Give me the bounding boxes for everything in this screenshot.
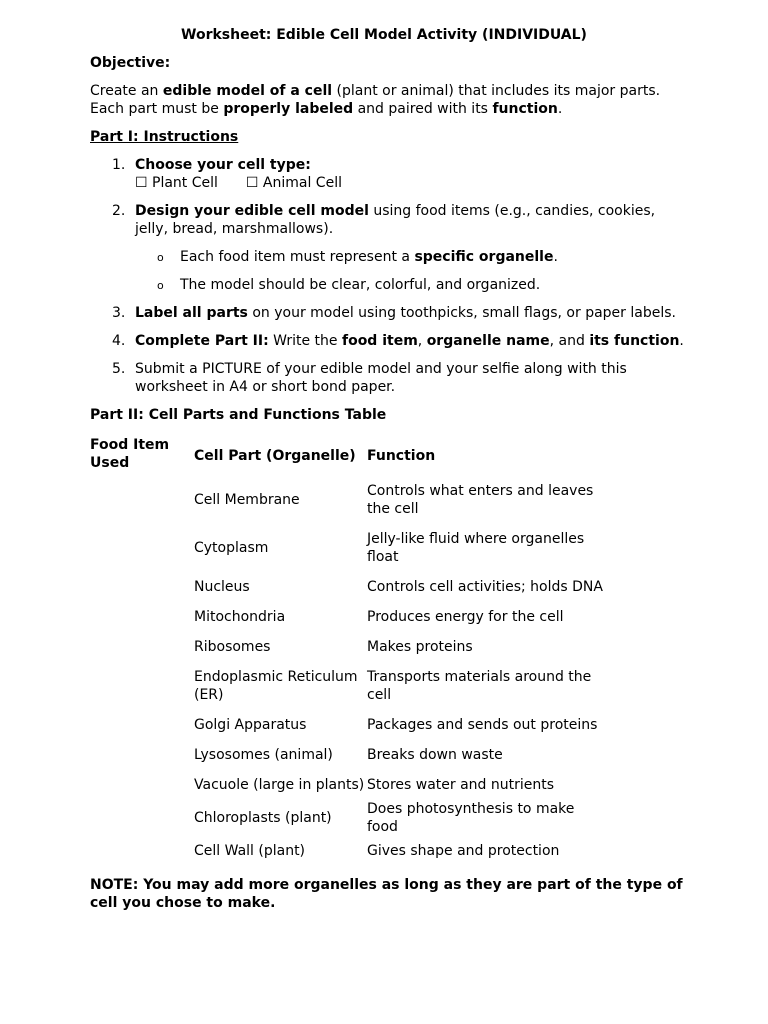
sub-item-text: The model should be clear, colorful, and organized. [180,277,541,293]
step-2-sublist [135,248,690,294]
instruction-step-5 [90,360,690,396]
sub-item [135,276,690,294]
note-text: NOTE: You may add more organelles as long as they are part of the type of cell you chose to make. [90,877,683,911]
function-cell: Produces energy for the cell [367,609,564,625]
table-row [90,662,607,710]
organelle-cell: Ribosomes [194,639,271,655]
food-item-cell[interactable] [90,476,194,524]
function-cell: Makes proteins [367,639,473,655]
sub-item [135,248,690,266]
table-header-row [90,434,607,476]
column-header-cell-part: Cell Part (Organelle) [194,448,356,464]
table-row [90,524,607,572]
step-4-text: . [679,333,684,349]
instructions-list [90,156,690,396]
step-1-bold: Choose your cell type: [135,157,311,173]
function-cell: Jelly-like fluid where organelles float [367,531,585,565]
step-5-text: Submit a PICTURE of your edible model and your selfie along with this worksheet in A4 or short bond paper. [135,361,627,395]
organelle-cell: Mitochondria [194,609,286,625]
step-2-bold: Design your edible cell model [135,203,369,219]
step-4-bold-food-item: food item [341,333,418,349]
step-4-bold: Complete Part II: [135,333,269,349]
step-4-bold-its-function: its function [589,333,680,349]
food-item-cell[interactable] [90,710,194,740]
column-header-function: Function [367,448,436,464]
step-number: 4. [112,333,126,349]
table-row [90,770,607,800]
sub-item-bold: specific organelle [414,249,554,265]
step-4-bold-organelle-name: organelle name [426,333,550,349]
food-item-cell[interactable] [90,572,194,602]
table-row [90,572,607,602]
step-number: 5. [112,361,126,377]
objective-text-segment: and paired with its [353,101,493,117]
worksheet-page [90,26,690,912]
sub-item-text: . [553,249,558,265]
part2-heading: Part II: Cell Parts and Functions Table [90,407,387,423]
cell-type-options [135,175,342,191]
food-item-cell[interactable] [90,740,194,770]
bullet-marker: o [157,251,164,264]
plant-cell-checkbox[interactable]: ☐ Plant Cell [135,175,218,191]
worksheet-title: Worksheet: Edible Cell Model Activity (INDIVIDUAL) [181,27,587,43]
step-4-text: , and [549,333,590,349]
objective-text-segment: (plant or animal) that includes its major parts. Each part must be [90,83,661,117]
organelle-cell: Nucleus [194,579,250,595]
table-row [90,602,607,632]
food-item-cell[interactable] [90,836,194,866]
cell-parts-table [90,434,607,866]
food-item-cell[interactable] [90,770,194,800]
animal-cell-checkbox[interactable]: ☐ Animal Cell [245,175,342,191]
objective-heading: Objective: [90,55,171,71]
objective-text-segment: Create an [90,83,163,99]
objective-bold-edible-model: edible model of a cell [162,83,333,99]
table-row [90,476,607,524]
step-2-text: using food items (e.g., candies, cookies, jelly, bread, marshmallows). [135,203,656,237]
step-4-text: Write the [268,333,342,349]
table-row [90,800,607,836]
step-number: 2. [112,203,126,219]
objective-bold-function: function [492,101,558,117]
instruction-step-4 [90,332,690,350]
function-cell: Packages and sends out proteins [367,717,598,733]
function-cell: Controls cell activities; holds DNA [367,579,603,595]
food-item-cell[interactable] [90,800,194,836]
table-row [90,740,607,770]
organelle-cell: Cell Membrane [194,492,300,508]
table-row [90,632,607,662]
food-item-cell[interactable] [90,632,194,662]
part1-heading: Part I: Instructions [90,129,239,145]
column-header-food-item: Food Item Used [90,437,170,471]
food-item-cell[interactable] [90,662,194,710]
step-3-bold: Label all parts [135,305,248,321]
sub-item-text: Each food item must represent a [180,249,415,265]
organelle-cell: Cell Wall (plant) [194,843,306,859]
step-3-text: on your model using toothpicks, small flags, or paper labels. [247,305,676,321]
bullet-marker: o [157,279,164,292]
function-cell: Stores water and nutrients [367,777,555,793]
function-cell: Breaks down waste [367,747,503,763]
objective-text-segment: . [557,101,563,117]
step-number: 1. [112,157,126,173]
function-cell: Gives shape and protection [367,843,560,859]
function-cell: Does photosynthesis to make food [367,801,575,835]
organelle-cell: Endoplasmic Reticulum (ER) [194,669,358,703]
food-item-cell[interactable] [90,524,194,572]
function-cell: Transports materials around the cell [367,669,592,703]
food-item-cell[interactable] [90,602,194,632]
instruction-step-2 [90,202,690,294]
objective-bold-properly-labeled: properly labeled [223,101,354,117]
instruction-step-3 [90,304,690,322]
step-number: 3. [112,305,126,321]
function-cell: Controls what enters and leaves the cell [367,483,594,517]
objective-text [90,82,690,118]
organelle-cell: Lysosomes (animal) [194,747,333,763]
organelle-cell: Cytoplasm [194,540,269,556]
table-row [90,836,607,866]
table-row [90,710,607,740]
organelle-cell: Vacuole (large in plants) [194,777,365,793]
organelle-cell: Chloroplasts (plant) [194,810,332,826]
organelle-cell: Golgi Apparatus [194,717,307,733]
instruction-step-1 [90,156,690,192]
step-4-text: , [417,333,427,349]
